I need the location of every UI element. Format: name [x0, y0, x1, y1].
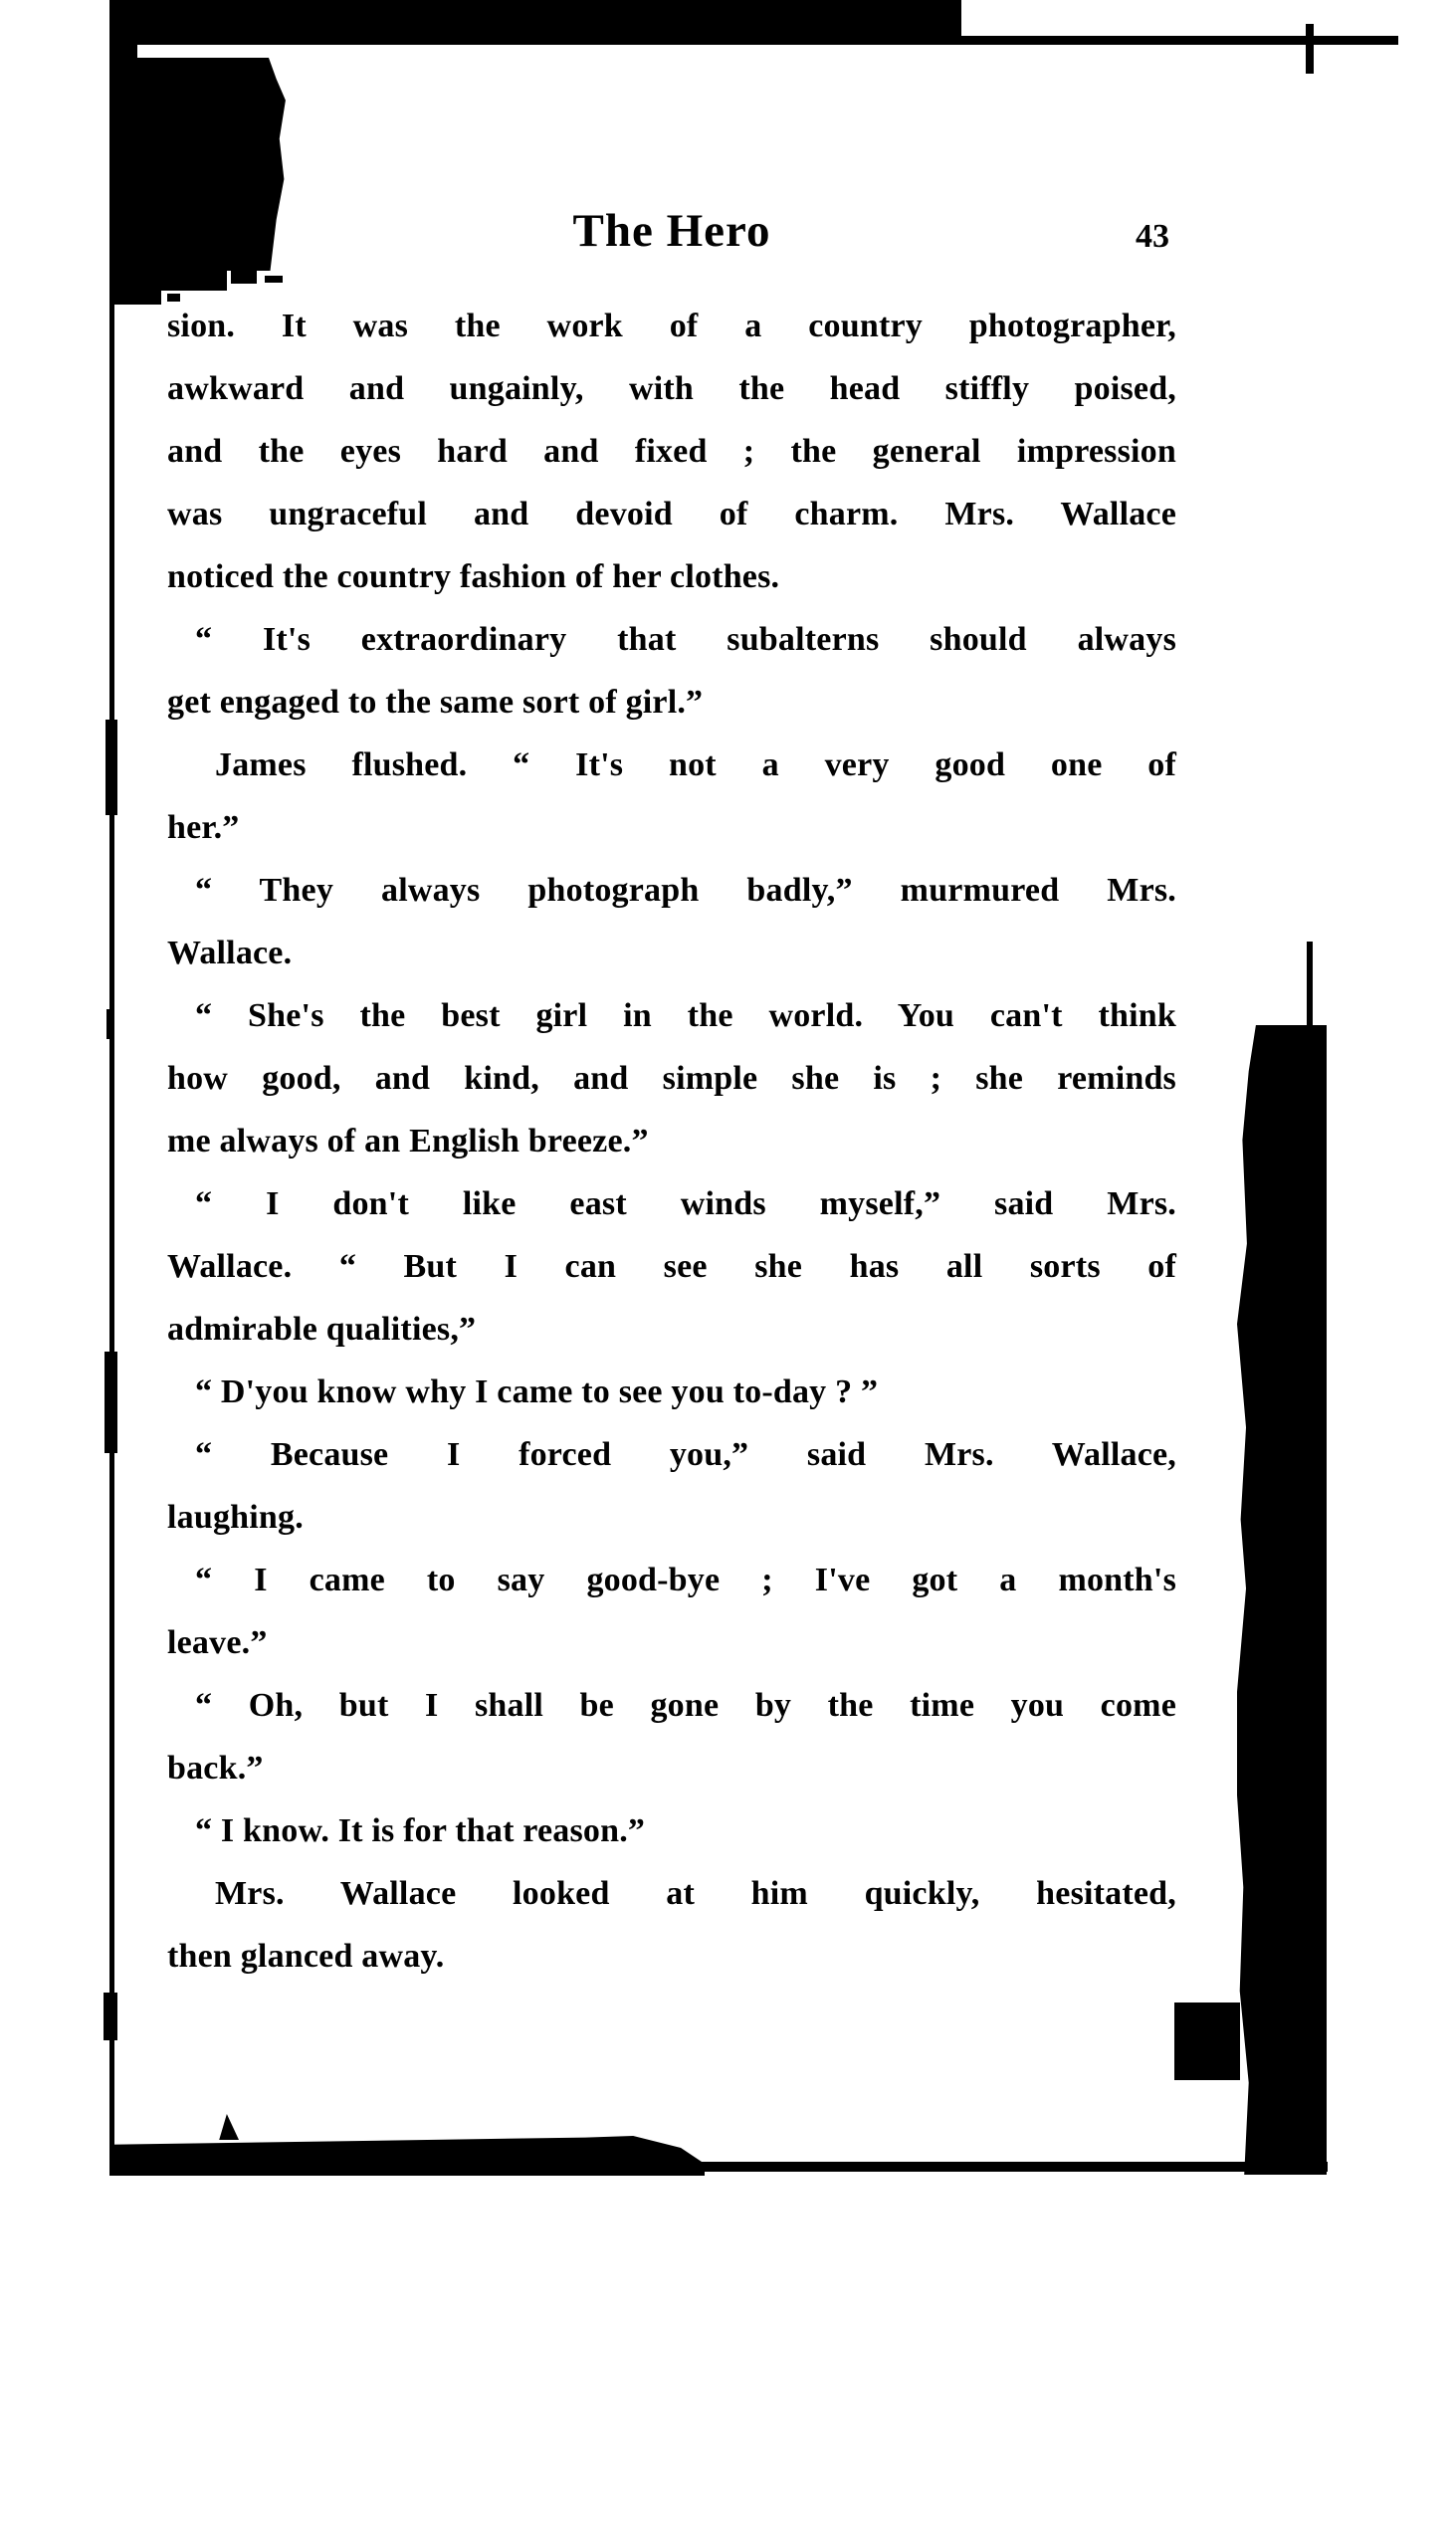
scan-artifact-left-tick	[104, 1993, 117, 2040]
text-line: “ I came to say good-bye ; I've got a month's	[195, 1562, 1176, 1598]
page-number: 43	[1136, 218, 1169, 255]
text-line: get engaged to the same sort of girl.”	[167, 684, 704, 721]
text-line: Wallace. “ But I can see she has all sorts of	[167, 1248, 1176, 1285]
running-header	[167, 201, 1176, 261]
scan-artifact-top-rule	[135, 36, 1398, 45]
scan-artifact-blob-tail	[109, 267, 227, 291]
page-title: The Hero	[572, 205, 771, 257]
scan-artifact-bottom-rule	[109, 2162, 1328, 2172]
text-line: “ Because I forced you,” said Mrs. Wallace,	[195, 1436, 1176, 1473]
scan-artifact-left-border	[109, 299, 114, 2168]
scan-artifact-bottom-spike	[217, 2114, 239, 2140]
text-line: then glanced away.	[167, 1938, 445, 1975]
scan-artifact-left-column	[109, 0, 137, 289]
scan-artifact-blob-bit	[265, 276, 283, 283]
text-line: her.”	[167, 809, 240, 846]
scan-artifact-blob-low	[109, 289, 161, 305]
scan-artifact-right-bump	[1174, 2003, 1240, 2080]
text-line: “ Oh, but I shall be gone by the time you come	[195, 1687, 1176, 1724]
scan-artifact-right-strip	[1237, 1025, 1327, 2175]
text-line: how good, and kind, and simple she is ; she reminds	[167, 1060, 1176, 1097]
text-line: laughing.	[167, 1499, 304, 1536]
text-line: “ I know. It is for that reason.”	[195, 1812, 646, 1849]
text-line: “ D'you know why I came to see you to-day ? ”	[195, 1373, 879, 1410]
text-line: noticed the country fashion of her clothes.	[167, 558, 780, 595]
scan-artifact-left-tick	[106, 1009, 114, 1039]
text-line: “ I don't like east winds myself,” said Mrs.	[195, 1185, 1176, 1222]
text-line: “ She's the best girl in the world. You can't think	[195, 997, 1176, 1034]
scan-artifact-left-tick	[104, 1352, 117, 1453]
text-line: and the eyes hard and fixed ; the general impression	[167, 433, 1176, 470]
text-line: admirable qualities,”	[167, 1311, 477, 1348]
text-line: “ They always photograph badly,” murmured Mrs.	[195, 872, 1176, 909]
text-line: back.”	[167, 1750, 264, 1787]
scan-artifact-blob-bit	[231, 271, 257, 284]
scan-artifact-right-line	[1307, 942, 1313, 1031]
text-line: “ It's extraordinary that subalterns should always	[195, 621, 1176, 658]
text-line: Wallace.	[167, 935, 293, 971]
text-line: sion. It was the work of a country photographer,	[167, 308, 1176, 344]
text-line: James flushed. “ It's not a very good one of	[215, 746, 1176, 783]
scan-artifact-top-right-tick	[1306, 24, 1314, 74]
text-line: Mrs. Wallace looked at him quickly, hesitated,	[215, 1875, 1176, 1912]
page-text	[167, 295, 1176, 1988]
text-line: me always of an English breeze.”	[167, 1123, 649, 1160]
text-line: awkward and ungainly, with the head stiffly poised,	[167, 370, 1176, 407]
text-line: was ungraceful and devoid of charm. Mrs. Wallace	[167, 496, 1176, 532]
scan-artifact-left-tick	[105, 720, 117, 815]
text-line: leave.”	[167, 1624, 268, 1661]
